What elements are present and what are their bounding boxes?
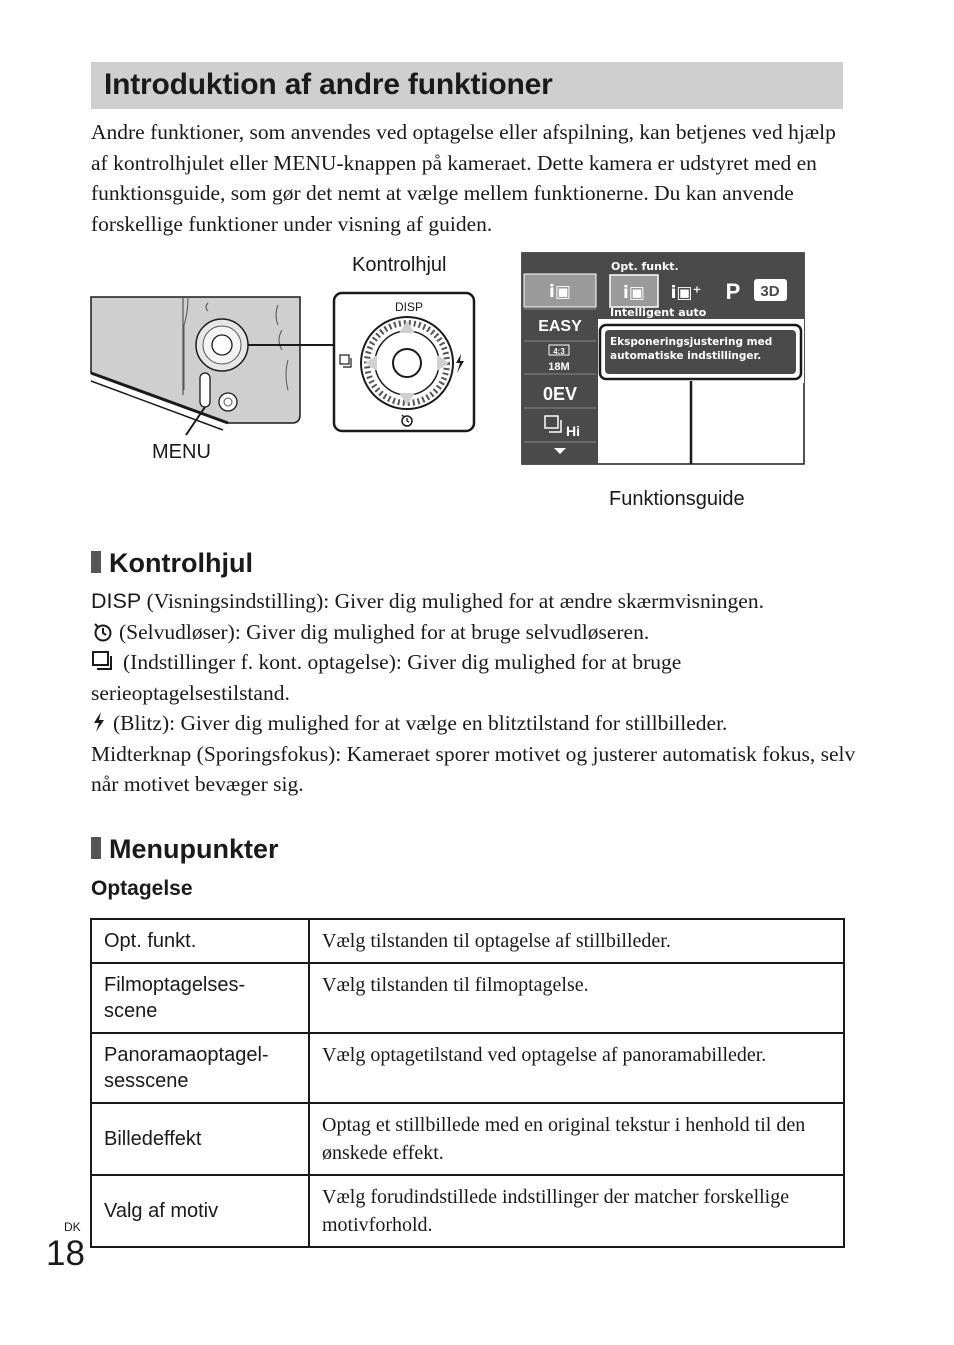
label-kontrolhjul: Kontrolhjul (352, 254, 447, 276)
section-heading-menupunkter: Menupunkter (91, 834, 279, 865)
label-funktionsguide: Funktionsguide (609, 488, 745, 510)
table-row (91, 1175, 844, 1247)
menu-item-desc: Vælg tilstanden til optagelse af stillbilleder. (309, 919, 844, 963)
flash-icon (91, 711, 107, 733)
flash-line: (Blitz): Giver dig mulighed for at vælge en blitztilstand for stillbilleder. (91, 708, 861, 739)
section-heading-kontrolhjul: Kontrolhjul (91, 548, 253, 579)
p-mode-icon: P (725, 279, 741, 304)
center-button (393, 349, 421, 377)
menu-table (90, 918, 845, 1248)
ia-mode-icon: i▣ (623, 283, 645, 303)
aspect-item: 4:3 (553, 347, 565, 356)
menu-item-desc: Vælg optagetilstand ved optagelse af panoramabilleder. (309, 1033, 844, 1103)
ia-icon-left: i▣ (549, 282, 571, 302)
superior-auto-icon: i▣⁺ (670, 283, 702, 303)
burst-icon (91, 650, 117, 672)
mode-label: Intelligent auto (610, 306, 707, 319)
language-code: DK (64, 1220, 81, 1234)
wheel-disp-label: DISP (394, 300, 424, 314)
size-item: 18M (548, 361, 570, 373)
table-row (91, 963, 844, 1033)
table-row (91, 1103, 844, 1175)
guide-text-2: automatiske indstillinger. (610, 350, 762, 362)
menu-item-desc: Optag et stillbillede med en original tekstur i henhold til den ønskede effekt. (309, 1103, 844, 1175)
heading-bar-icon (91, 837, 101, 859)
svg-text:Hi: Hi (566, 423, 580, 439)
menu-item-name: Billedeffekt (91, 1103, 309, 1175)
menu-item-name: Panoramaoptagel-sesscene (91, 1033, 309, 1103)
menu-item-desc: Vælg tilstanden til filmoptagelse. (309, 963, 844, 1033)
table-row (91, 1033, 844, 1103)
camera-screen (521, 252, 807, 466)
menu-button (200, 373, 210, 407)
center-button-line: Midterknap (Sporingsfokus): Kameraet sporer motivet og justerer automatisk fokus, selv når motivet bevæger sig. (91, 741, 856, 796)
label-menu: MENU (152, 441, 211, 463)
easy-item: EASY (538, 318, 582, 335)
title-bar (91, 62, 843, 109)
subheading-optagelse: Optagelse (91, 877, 193, 900)
ev-item: 0EV (542, 384, 578, 404)
burst-line: (Indstillinger f. kont. optagelse): Giver dig mulighed for at bruge serieoptagelsestilstand. (91, 650, 682, 705)
page-number: 18 (46, 1234, 85, 1273)
camera-illustration (88, 285, 483, 445)
timer-line: (Selvudløser): Giver dig mulighed for at bruge selvudløseren. (91, 617, 861, 648)
kontrolhjul-description (91, 586, 861, 800)
menu-item-desc: Vælg forudindstillede indstillinger der matcher forskellige motivforhold. (309, 1175, 844, 1247)
page-title: Introduktion af andre funktioner (104, 68, 553, 101)
menu-item-name: Valg af motiv (91, 1175, 309, 1247)
disp-key: DISP (91, 589, 142, 613)
table-row (91, 919, 844, 963)
menu-item-name: Filmoptagelses-scene (91, 963, 309, 1033)
self-timer-icon (91, 620, 113, 642)
heading-bar-icon (91, 551, 101, 573)
screen-header: Opt. funkt. (611, 260, 679, 273)
menu-item-name: Opt. funkt. (91, 919, 309, 963)
disp-line: DISP (Visningsindstilling): Giver dig mulighed for at ændre skærmvisningen. (91, 589, 764, 613)
3d-mode-icon: 3D (760, 283, 780, 300)
guide-text-1: Eksponeringsjustering med (610, 336, 773, 348)
intro-paragraph: Andre funktioner, som anvendes ved optagelse eller afspilning, kan betjenes ved hjælp af kontrolhjulet eller MENU-knappen på kameraet. Dette kamera er udstyret med en funktionsguide, som gør det nemt at vælge mellem funktionerne. Du kan anvende forskellige funktioner under visning af guiden. (91, 120, 836, 236)
